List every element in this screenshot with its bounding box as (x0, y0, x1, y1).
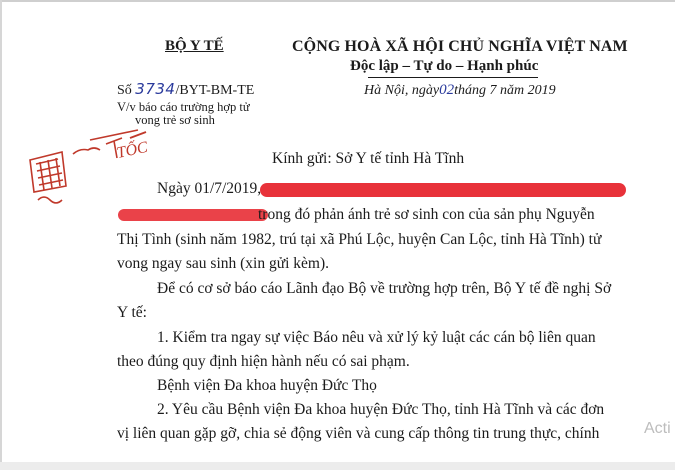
handwritten-day: 02 (439, 82, 455, 98)
body-line: 1. Kiểm tra ngay sự việc Báo nêu và xử lý kỷ luật các cán bộ liên quan (157, 329, 596, 346)
body-line: Y tế: (117, 304, 147, 321)
date-suffix: tháng 7 năm 2019 (454, 83, 556, 98)
body-line: trong đó phản ánh trẻ sơ sinh con của sản phụ Nguyễn (258, 206, 595, 223)
body-line: vong ngay sau sinh (xin gửi kèm). (117, 255, 330, 272)
scan-border-left (0, 0, 2, 470)
body-line: vị liên quan gặp gỡ, chia sẻ động viên và cung cấp thông tin trung thực, chính (117, 425, 600, 442)
issuing-agency: BỘ Y TẾ (165, 38, 224, 54)
recipient: Kính gửi: Sở Y tế tỉnh Hà Tĩnh (272, 150, 465, 167)
place-date (364, 82, 556, 99)
number-prefix: Số (117, 83, 132, 98)
body-line: theo đúng quy định hiện hành nếu có sai phạm. (117, 353, 410, 370)
date-prefix: Hà Nội, ngày (364, 83, 440, 98)
subject-line-1: V/v báo cáo trường hợp tử (117, 100, 250, 114)
document-number (117, 80, 254, 99)
subject-line-2: vong trẻ sơ sinh (135, 113, 215, 127)
handwritten-number: 3734 (135, 80, 176, 98)
national-title: CỘNG HOÀ XÃ HỘI CHỦ NGHĨA VIỆT NAM (292, 38, 628, 55)
body-line: Ngày 01/7/2019, (157, 180, 262, 197)
scan-border-bottom (0, 462, 675, 470)
number-suffix: /BYT-BM-TE (175, 83, 255, 98)
national-motto: Độc lập – Tự do – Hạnh phúc (350, 58, 539, 74)
body-line: Bệnh viện Đa khoa huyện Đức Thọ (157, 377, 377, 394)
body-line: 2. Yêu cầu Bệnh viện Đa khoa huyện Đức Thọ, tỉnh Hà Tĩnh và các đơn (157, 401, 605, 418)
redaction-bar (260, 183, 626, 197)
body-line: Để có cơ sở báo cáo Lãnh đạo Bộ về trường hợp trên, Bộ Y tế đề nghị Sở (157, 280, 612, 297)
urgent-stamp-icon (18, 128, 168, 218)
motto-underline (368, 77, 538, 78)
redaction-bar (118, 209, 268, 221)
activation-watermark: Acti (644, 420, 671, 437)
stamp-text: TỐC (115, 138, 150, 162)
scan-border-top (0, 0, 675, 2)
body-line: Thị Tình (sinh năm 1982, trú tại xã Phú Lộc, huyện Can Lộc, tỉnh Hà Tĩnh) tử (117, 231, 602, 248)
